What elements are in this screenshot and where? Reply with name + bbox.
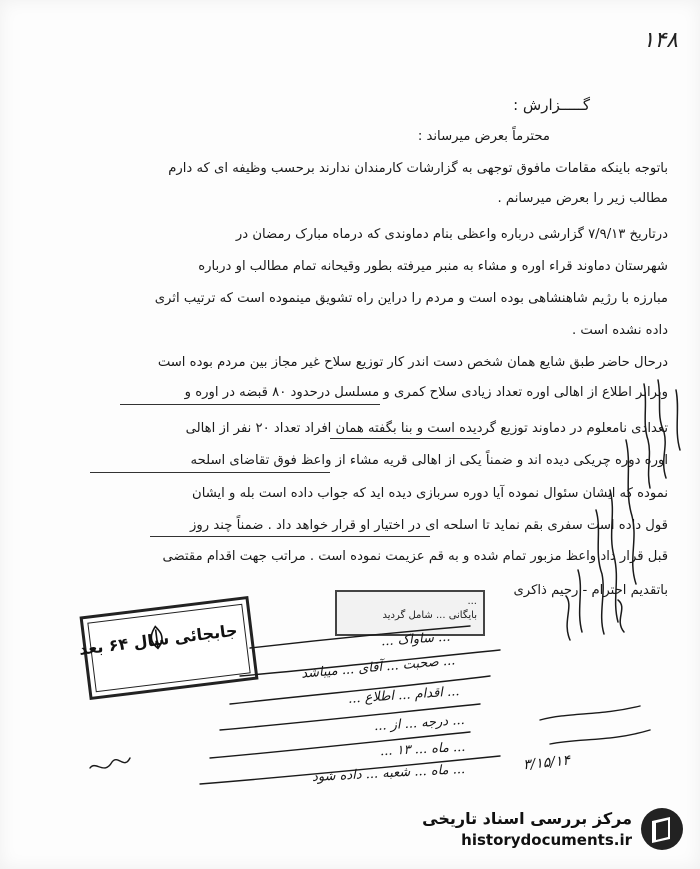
received-stamp-line: ... <box>467 596 477 607</box>
watermark <box>399 805 684 857</box>
body-line: درتاریخ ۷/۹/۱۳ گزارشی درباره واعظی بنام دماوندی که درماه مبارک رمضان در <box>235 227 668 242</box>
signature-line: باتقدیم احترام - رحیم ذاکری <box>513 583 668 598</box>
archive-logo-icon <box>640 807 684 851</box>
body-line: باتوجه باینکه مقامات مافوق توجهی به گزارشات کارمندان ندارند برحسب وظیفه ای که دارم <box>168 161 668 176</box>
page-number: ۱۴۸ <box>642 28 678 53</box>
handwritten-line: ... صحبت ... آقای ... میباشد <box>300 653 456 682</box>
handwritten-line: ... ساواک ... <box>380 629 451 650</box>
margin-handwriting <box>548 370 688 660</box>
body-line: مطالب زیر را بعرض میرسانم . <box>497 191 668 206</box>
handwritten-line: ... ماه ... ۱۳ ... <box>379 739 466 760</box>
handwritten-line: ... اقدام ... اطلاع ... <box>348 684 461 707</box>
body-line: مبارزه با رژیم شاهنشاهی بوده است و مردم را دراین راه تشویق مینموده است که ترتیب اثری <box>154 291 668 306</box>
salutation: محترماً بعرض میرساند : <box>417 129 550 144</box>
body-line: تعدادی نامعلوم در دماوند توزیع گردیده است و بنا بگفته همان افراد تعداد ۲۰ نفر از اهالی <box>185 421 668 436</box>
body-line: قول داده است سفری بقم نماید تا اسلحه ای در اختیار او قرار خواهد داد . ضمناً چند روز <box>190 518 668 533</box>
received-stamp <box>335 590 485 636</box>
body-line: درحال حاضر طبق شایع همان شخص دست اندر کار توزیع سلاح غیر مجاز بین مردم بوده است <box>157 355 668 370</box>
body-line: قبل قرار داد واعظ مزبور تمام شده و به قم عزیمت نموده است . مراتب جهت اقدام مقتضی <box>162 549 668 564</box>
body-line: وبرابر اطلاع از اهالی اوره تعداد زیادی سلاح کمری و مسلسل درحدود ۸۰ قبضه در اوره و <box>184 385 668 400</box>
underline <box>330 438 480 439</box>
body-line: شهرستان دماوند قراء اوره و مشاء به منبر میرفته بطور وقیحانه تمام مطالب او درباره <box>198 259 668 274</box>
report-title: گـــــزارش : <box>513 96 590 114</box>
handwritten-signature: ۳/۱۵/۱۴ <box>522 752 571 774</box>
handwritten-line: ... درجه ... از ... <box>373 712 466 735</box>
body-line: داده نشده است . <box>571 323 668 338</box>
received-stamp-line: بایگانی ... شامل گردید <box>382 610 477 621</box>
watermark-url: historydocuments.ir <box>461 831 632 849</box>
archive-stamp <box>77 596 259 700</box>
handwritten-line: ... ماه ... شعبه ... داده شود <box>311 762 466 785</box>
body-line: اوره دوره چریکی دیده اند و ضمناً یکی از اهالی قریه مشاء از واعظ فوق تقاضای اسلحه <box>190 453 668 468</box>
underline <box>90 472 330 473</box>
watermark-title: مرکز بررسی اسناد تاریخی <box>422 809 632 828</box>
archive-stamp-text: جابجائی سال ۶۴ بعد <box>77 620 239 659</box>
body-line: نموده که ایشان سئوال نموده آیا دوره سربازی دیده اید که جواب داده است بله و ایشان <box>192 486 668 501</box>
underline <box>120 404 380 405</box>
underline <box>150 536 430 537</box>
